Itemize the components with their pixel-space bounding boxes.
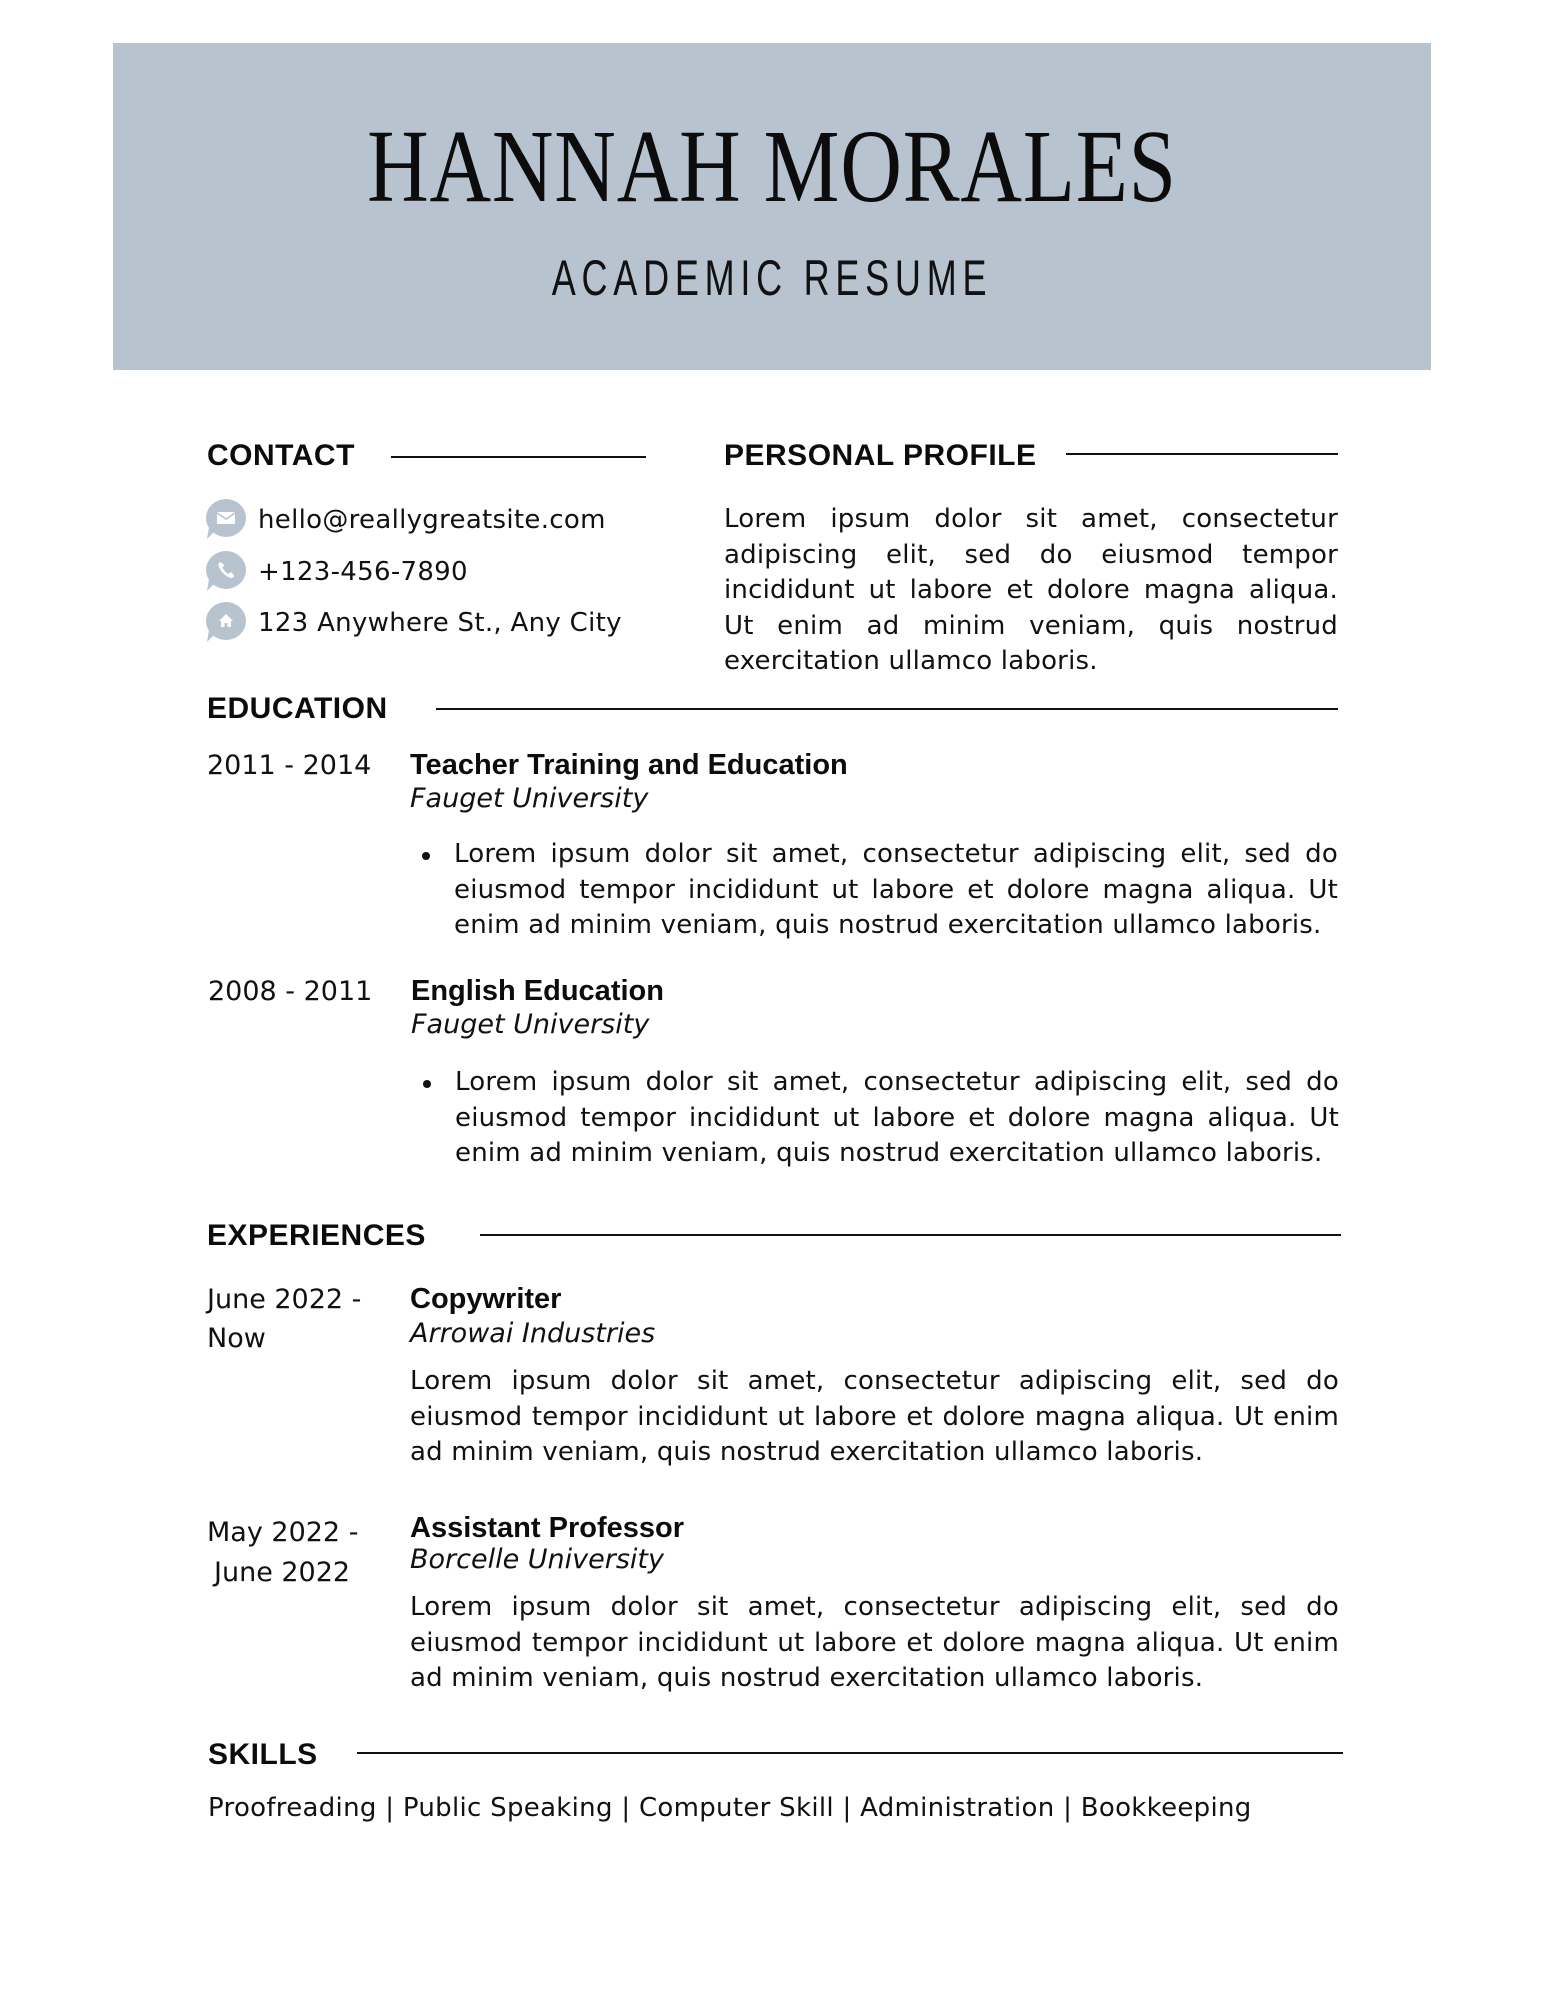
education-description: Lorem ipsum dolor sit amet, consectetur adipiscing elit, sed do eiusmod tempor incididunt ut labore et dolore magna aliqua. Ut enim ad minim veniam, quis nostrud exercitation ullamco laboris. — [454, 839, 1338, 940]
education-degree: English Education — [411, 975, 664, 1007]
experience-dates-end: Now — [207, 1323, 266, 1354]
experience-company: Arrowai Industries — [410, 1318, 656, 1349]
contact-phone — [206, 550, 468, 594]
address-text: 123 Anywhere St., Any City — [258, 608, 622, 638]
experiences-divider — [480, 1234, 1341, 1236]
contact-address — [206, 601, 622, 645]
experience-dates-end: June 2022 — [214, 1557, 351, 1588]
skills-list: Proofreading | Public Speaking | Computer Skill | Administration | Bookkeeping — [208, 1793, 1252, 1823]
experience-dates-start: May 2022 - — [207, 1517, 359, 1548]
education-section-title: EDUCATION — [207, 692, 388, 725]
email-link[interactable]: hello@reallygreatsite.com — [258, 505, 606, 535]
bullet-icon — [422, 852, 430, 860]
education-divider — [436, 708, 1338, 710]
skills-divider — [357, 1752, 1343, 1754]
experiences-section-title: EXPERIENCES — [207, 1219, 426, 1252]
experience-role: Assistant Professor — [410, 1512, 684, 1544]
contact-email — [206, 498, 606, 542]
education-dates: 2011 - 2014 — [207, 750, 372, 781]
education-school: Fauget University — [411, 1009, 650, 1040]
education-school: Fauget University — [410, 783, 649, 814]
phone-icon — [206, 551, 248, 593]
resume-subtitle: ACADEMIC RESUME — [551, 250, 993, 306]
skills-section-title: SKILLS — [208, 1738, 318, 1771]
email-icon — [206, 499, 248, 541]
experience-dates-start: June 2022 - — [207, 1284, 362, 1315]
education-degree: Teacher Training and Education — [410, 749, 848, 781]
bullet-icon — [423, 1080, 431, 1088]
education-description: Lorem ipsum dolor sit amet, consectetur adipiscing elit, sed do eiusmod tempor incididunt ut labore et dolore magna aliqua. Ut enim ad minim veniam, quis nostrud exercitation ullamco laboris. — [455, 1067, 1339, 1168]
education-dates: 2008 - 2011 — [208, 976, 373, 1007]
profile-section-title: PERSONAL PROFILE — [724, 439, 1037, 472]
experience-description: Lorem ipsum dolor sit amet, consectetur adipiscing elit, sed do eiusmod tempor incididunt ut labore et dolore magna aliqua. Ut enim ad minim veniam, quis nostrud exercitation ullamco laboris. — [410, 1592, 1339, 1693]
contact-section-title: CONTACT — [207, 439, 355, 472]
profile-divider — [1066, 453, 1338, 455]
profile-text: Lorem ipsum dolor sit amet, consectetur adipiscing elit, sed do eiusmod tempor incididunt ut labore et dolore magna aliqua. Ut enim ad minim veniam, quis nostrud exercitation ullamco laboris. — [724, 504, 1338, 676]
candidate-name: HANNAH MORALES — [367, 109, 1177, 224]
experience-description: Lorem ipsum dolor sit amet, consectetur adipiscing elit, sed do eiusmod tempor incididunt ut labore et dolore magna aliqua. Ut enim ad minim veniam, quis nostrud exercitation ullamco laboris. — [410, 1366, 1339, 1467]
home-icon — [206, 602, 248, 644]
phone-number: +123-456-7890 — [258, 557, 468, 587]
experience-company: Borcelle University — [410, 1544, 664, 1575]
experience-role: Copywriter — [410, 1283, 562, 1315]
contact-divider — [391, 456, 646, 458]
